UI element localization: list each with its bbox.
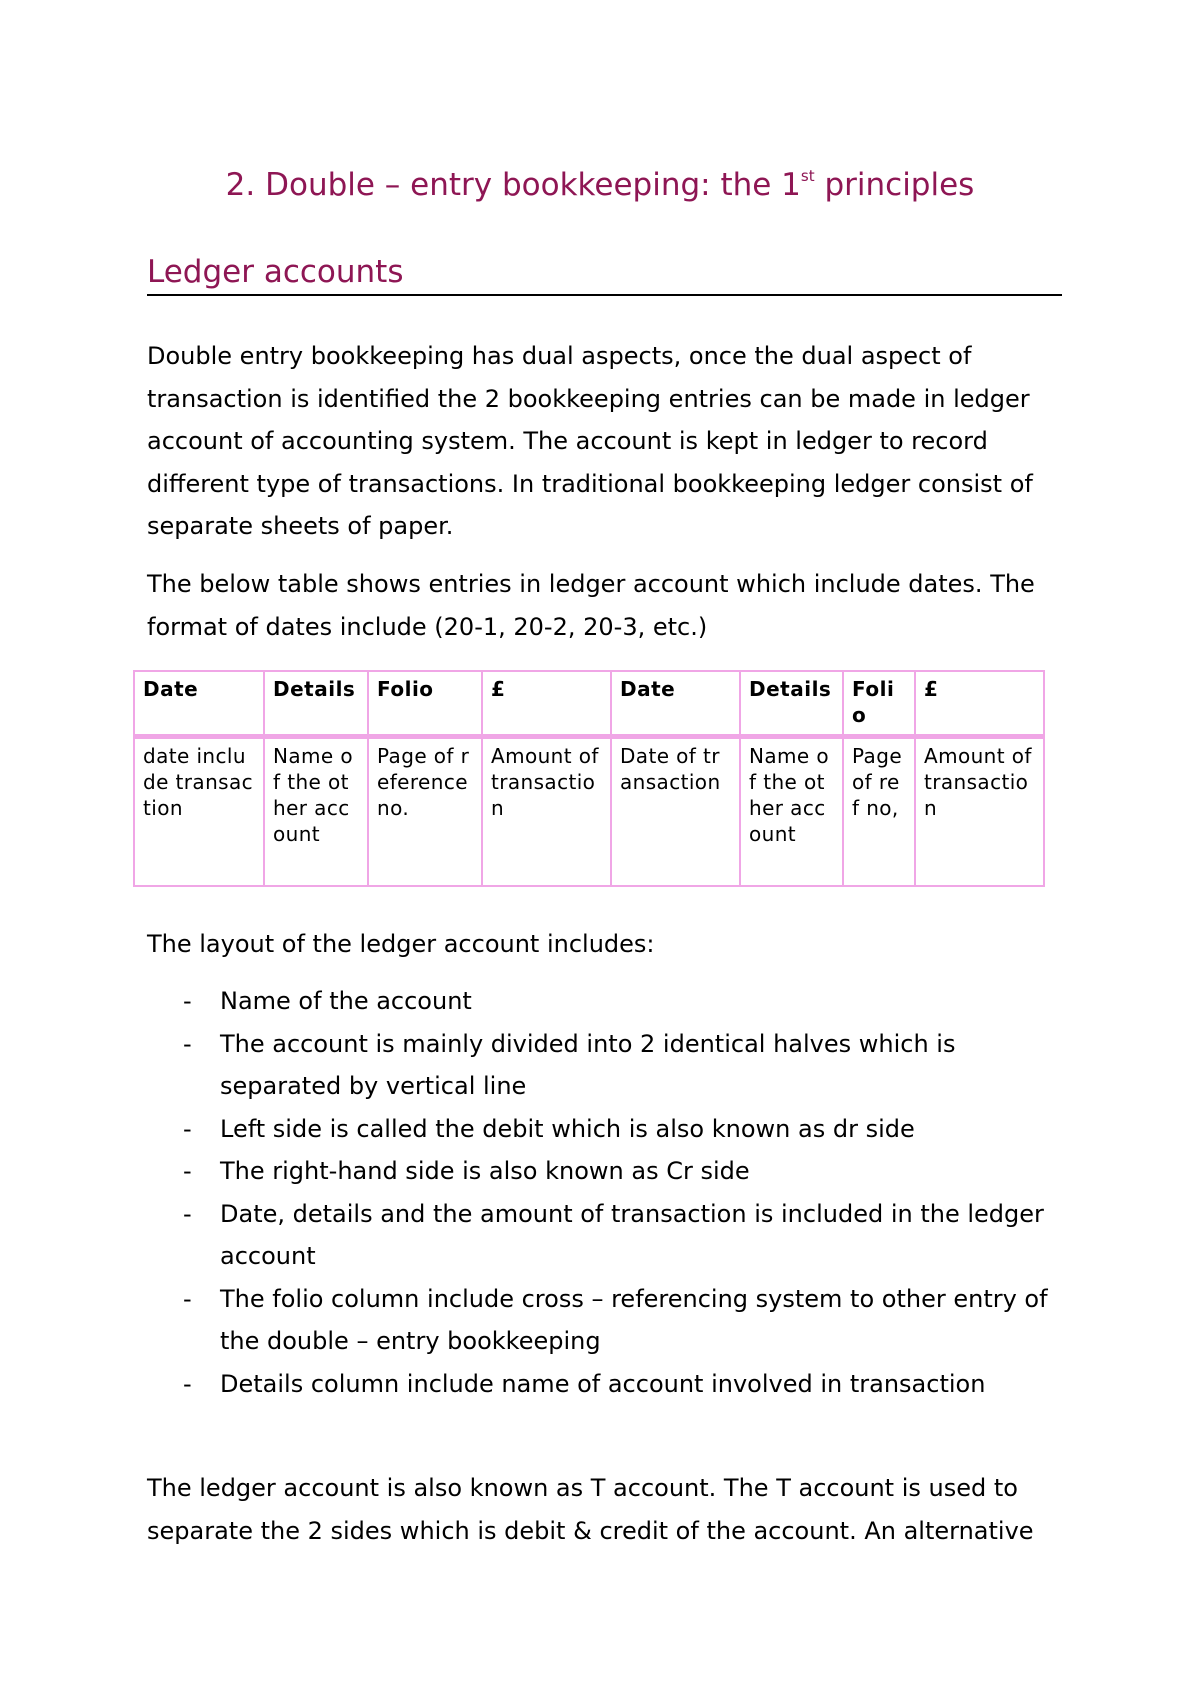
- t-account-paragraph: The ledger account is also known as T account. The T account is used to separate the 2 sides which is debit & credit of the account. An alternative: [147, 1474, 1034, 1545]
- list-item: [147, 1363, 1067, 1406]
- bullet-marker: -: [183, 1199, 192, 1228]
- layout-bullet-list: [147, 980, 1067, 1405]
- bullet-marker: -: [183, 987, 192, 1015]
- header-date-debit: Date: [134, 671, 264, 737]
- table-intro-paragraph: The below table shows entries in ledger account which include dates. The format of dates include (20-1, 20-2, 20-3, etc.): [147, 570, 1035, 641]
- table-cell: date include transaction: [134, 737, 264, 887]
- header-date-credit: Date: [611, 671, 740, 737]
- table-cell: Page of reference no.: [368, 737, 482, 887]
- bullet-marker: -: [183, 1369, 192, 1398]
- bullet-marker: -: [183, 1157, 192, 1185]
- table-cell: Name of the other account: [264, 737, 368, 887]
- ledger-table: [133, 670, 1045, 887]
- list-item-text: Date, details and the amount of transaction is included in the ledger account: [220, 1199, 1044, 1270]
- header-folio-credit: Folio: [843, 671, 915, 737]
- bullet-marker: -: [183, 1284, 192, 1313]
- table-cell: Amount of transaction: [915, 737, 1044, 887]
- list-item: [147, 1278, 1067, 1363]
- title-suffix: principles: [814, 167, 975, 203]
- title-prefix: 2. Double – entry bookkeeping: the 1: [225, 167, 801, 203]
- title-superscript: st: [800, 167, 815, 185]
- header-amount-credit: £: [915, 671, 1044, 737]
- layout-intro-paragraph: The layout of the ledger account includes:: [147, 930, 655, 958]
- list-item-text: Name of the account: [220, 987, 472, 1015]
- header-details-credit: Details: [740, 671, 843, 737]
- table-row: [134, 737, 1044, 887]
- list-item-text: The account is mainly divided into 2 identical halves which is separated by vertical line: [220, 1029, 956, 1100]
- section-heading: Ledger accounts: [147, 254, 1062, 296]
- header-details-debit: Details: [264, 671, 368, 737]
- header-folio-debit: Folio: [368, 671, 482, 737]
- list-item-text: The right-hand side is also known as Cr side: [220, 1157, 750, 1185]
- bullet-marker: -: [183, 1114, 192, 1143]
- table-cell: Page of ref no,: [843, 737, 915, 887]
- list-item: [147, 1150, 1067, 1193]
- table-cell: Date of transaction: [611, 737, 740, 887]
- list-item: [147, 1023, 1067, 1108]
- table-cell: Name of the other account: [740, 737, 843, 887]
- list-item: [147, 1193, 1067, 1278]
- bullet-marker: -: [183, 1029, 192, 1058]
- header-amount-debit: £: [482, 671, 611, 737]
- list-item: [147, 980, 1067, 1023]
- list-item: [147, 1108, 1067, 1151]
- list-item-text: Details column include name of account involved in transaction: [220, 1369, 986, 1398]
- table-cell: Amount of transaction: [482, 737, 611, 887]
- table-header-row: [134, 671, 1044, 737]
- document-title: [0, 167, 1200, 203]
- list-item-text: Left side is called the debit which is also known as dr side: [220, 1114, 915, 1143]
- intro-paragraph: Double entry bookkeeping has dual aspects, once the dual aspect of transaction is identified the 2 bookkeeping entries can be made in ledger account of accounting system. The account is kept in ledger to record different type of transactions. In traditional bookkeeping ledger consist of separate sheets of paper.: [147, 342, 1033, 540]
- list-item-text: The folio column include cross – referencing system to other entry of the double – entry bookkeeping: [220, 1284, 1048, 1355]
